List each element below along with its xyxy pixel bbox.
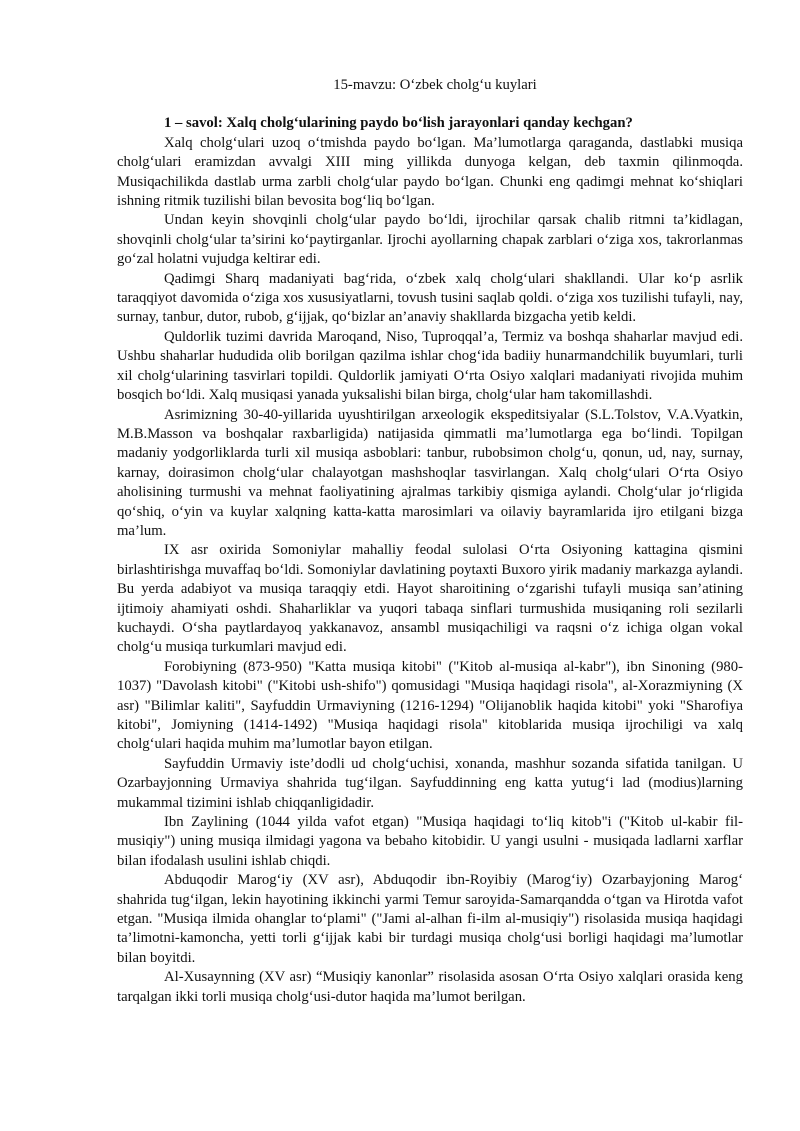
question-heading: 1 – savol: Xalq cholg‘ularining paydo bo‘lish jarayonlari qanday kechgan? [164,115,633,132]
paragraph: Xalq cholg‘ulari uzoq o‘tmishda paydo bo‘lgan. Ma’lumotlarga qaraganda, dastlabki musiqa cholg‘ulari eramizdan avvalgi XIII ming yillikda dunyoga kelgan, deb taxmin qilinmoqda. Musiqachilikda dastlab urma zarbli cholg‘ular paydo bo‘lgan. Chunki eng qadimgi mehnat ko‘shiqlari ishning ritmik tuzilishi bilan bevosita bog‘liq bo‘lgan. [117,134,743,210]
paragraph: Asrimizning 30-40-yillarida uyushtirilgan arxeologik ekspeditsiyalar (S.L.Tolstov, V.A.Vyatkin, M.B.Masson va boshqalar raxbarligida) natijasida qimmatli ma’lumotlarga ega bo‘lindi. Topilgan madaniy yodgorliklarda turli xil musiqa asboblari: tanbur, rubobsimon cholg‘u, qonun, ud, nay, surnay, karnay, doirasimon cholg‘ular chalayotgan mashshoqlar tasvirlangan. Xalq cholg‘ulari O‘rta Osiyo aholisining turmushi va mehnat faoliyatining ajralmas tarkibiy qismiga aylandi. Cholg‘ular jo‘rligida qo‘shiq, o‘yin va kuylar xalqning katta-katta marosimlari va oilaviy bayramlarida ijro etilgani bizga ma’lum. [117,406,743,539]
paragraph: Qadimgi Sharq madaniyati bag‘rida, o‘zbek xalq cholg‘ulari shakllandi. Ular ko‘p asrlik taraqqiyot davomida o‘ziga xos xususiyatlarni, tovush tusini saqlab qoldi. o‘ziga xos tuzilishi tufayli, nay, surnay, tanbur, dutor, rubob, g‘ijjak, qo‘bizlar an’anaviy shakllarda bizgacha yetib keldi. [117,270,743,326]
paragraph: Forobiyning (873-950) "Katta musiqa kitobi" ("Kitob al-musiqa al-kabr"), ibn Sinoning (980-1037) "Davolash kitobi" ("Kitobi ush-shifo") qomusidagi "Musiqa haqidagi risola", al-Xorazmiyning (X asr) "Bilimlar kaliti", Sayfuddin Urmaviyning (1216-1294) "Olijanoblik haqida kitobi" yoki "Sharofiya kitobi", Jomiyning (1414-1492) "Musiqa haqidagi risola" kitoblarida musiqa ijrochiligi va xalq cholg‘ulari haqida muhim ma’lumotlar bayon etilgan. [117,658,743,753]
document-page [117,76,743,1007]
paragraph: IX asr oxirida Somoniylar mahalliy feodal sulolasi O‘rta Osiyoning kattagina qismini birlashtirishga muvaffaq bo‘ldi. Somoniylar davlatining poytaxti Buxoro yirik madaniy markazga aylandi. Bu yerda adabiyot va musiqa taraqqiy etdi. Hayot sharoitining o‘zgarishi tufayli musiqa san’atining ijtimoiy ahamiyati oshdi. Shaharliklar va yuqori tabaqa sinflari turmushida musiqaning roli sezilarli kuchaydi. O‘sha paytlardayoq yakkanavoz, ansambl musiqachiligi va raqsni o‘z ichiga olgan vokal cholg‘u musiqa turkumlari mavjud edi. [117,542,743,656]
paragraph: Al-Xusaynning (XV asr) “Musiqiy kanonlar” risolasida asosan O‘rta Osiyo xalqlari orasida keng tarqalgan ikki torli musiqa cholg‘usi-dutor haqida ma’lumot berilgan. [117,969,743,1005]
document-title: 15-mavzu: O‘zbek cholg‘u kuylari [333,77,537,93]
paragraph: Ibn Zaylining (1044 yilda vafot etgan) "Musiqa haqidagi to‘liq kitob"i ("Kitob ul-kabir fil-musiqiy") uning musiqa ilmidagi yagona va bebaho kitobidir. U yangi usulni - musiqada ladlarni xarflar bilan ifodalash usulini ishlab chiqdi. [117,814,743,869]
paragraph: Undan keyin shovqinli cholg‘ular paydo bo‘ldi, ijrochilar qarsak chalib ritmni ta’kidlagan, shovqinli cholg‘ular ta’sirini ko‘paytirganlar. Ijrochi ayollarning chapak zarblari o‘ziga xos, takrorlanmas go‘zal holatni vujudga keltirar edi. [117,212,743,268]
paragraph: Abduqodir Marog‘iy (XV asr), Abduqodir ibn-Royibiy (Marog‘iy) Ozarbayjoning Marog‘ shahrida tug‘ilgan, lekin hayotining ikkinchi yarmi Temur saroyida-Samarqandda o‘tgan va Hirotda vafot etgan. "Musiqa ilmida ohanglar to‘plami" ("Jami al-alhan fi-ilm al-musiqiy") risolasida musiqa haqidagi ta’limotni-kamoncha, yetti torli g‘ijjak kabi bir turdagi musiqa cholg‘usi borligi haqidagi ma’lumotlar bilan boyitdi. [117,872,743,966]
paragraph: Quldorlik tuzimi davrida Maroqand, Niso, Tuproqqal’a, Termiz va boshqa shaharlar mavjud edi. Ushbu shaharlar hududida olib borilgan qazilma ishlar chog‘ida badiiy hunarmandchilik buyumlari, turli xil cholg‘ularining tasvirlari topildi. Quldorlik jamiyati O‘rta Osiyo xalqlari madaniyati rivojida muhim bosqich bo‘ldi. Xalq musiqasi yanada yuksalishi bilan birga, cholg‘ular ham takomillashdi. [117,328,743,404]
paragraph: Sayfuddin Urmaviy iste’dodli ud cholg‘uchisi, xonanda, mashhur sozanda sifatida tanilgan. U Ozarbayjonning Urmaviya shahrida tug‘ilgan. Sayfuddinning eng katta yutug‘i lad (modius)larning mukammal tizimini ishlab chiqqanligidadir. [117,755,743,811]
